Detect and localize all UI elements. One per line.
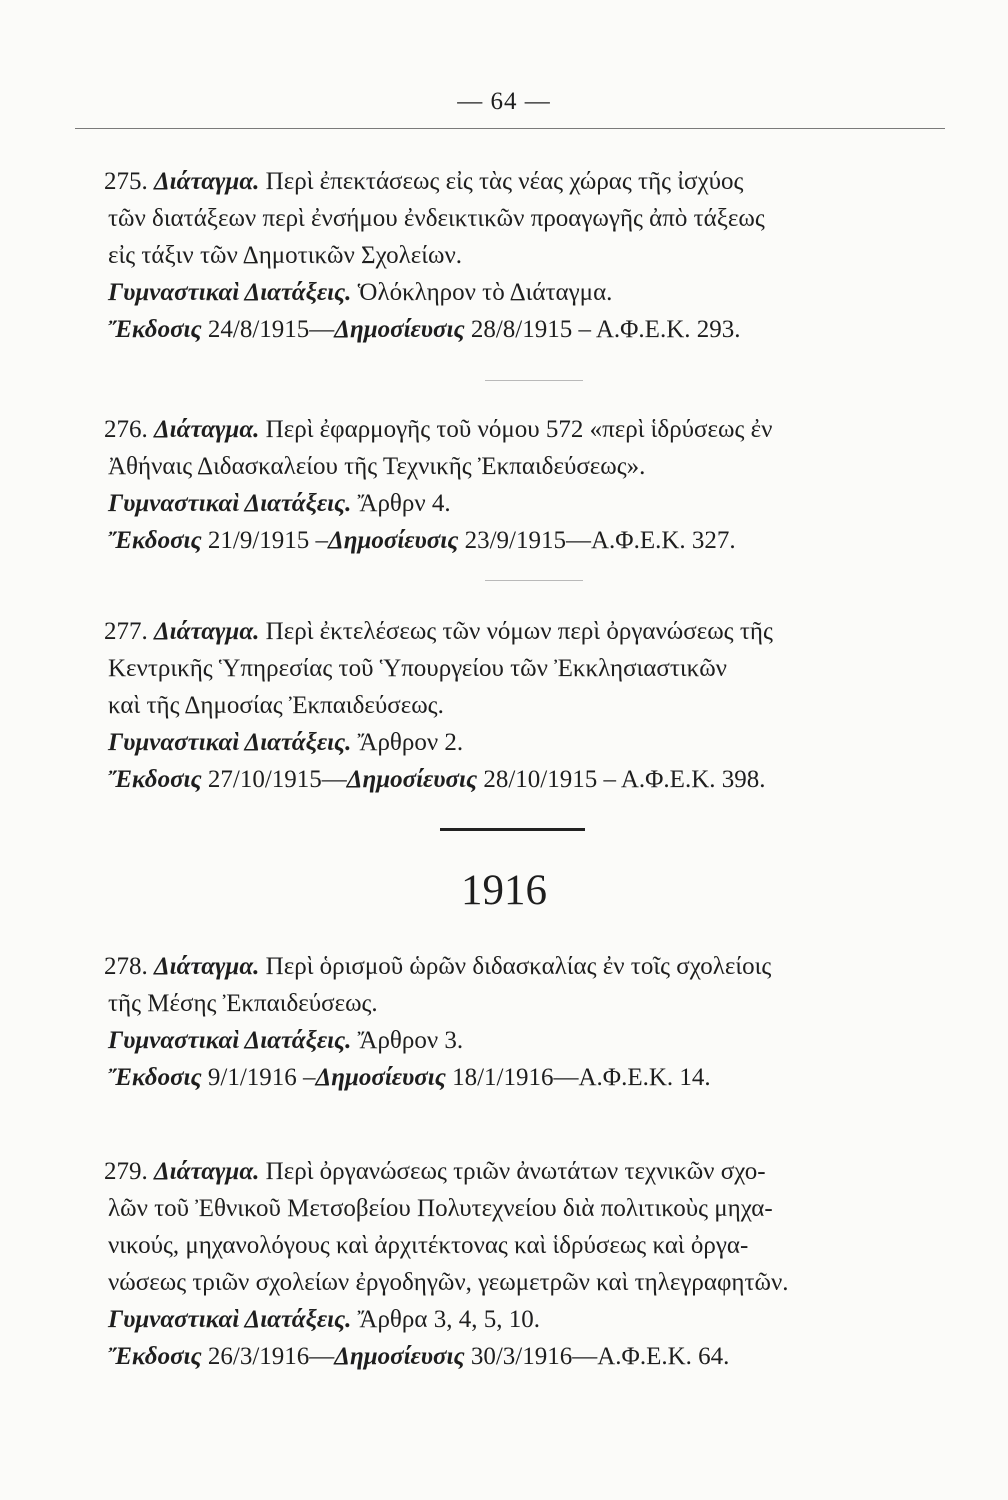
entry-text: καὶ τῆς Δημοσίας Ἐκπαιδεύσεως. [108, 692, 444, 719]
entry-line [108, 1227, 958, 1264]
entry-line [108, 485, 958, 522]
entry-line [104, 948, 958, 985]
italic-label: Δημοσίευσις [315, 1064, 446, 1091]
entry-text: Περὶ ἐφαρμογῆς τοῦ νόμου 572 «περὶ ἱδρύσεως ἐν [259, 416, 773, 443]
entry-line [104, 163, 958, 200]
entry-text: Ἄρθρα 3, 4, 5, 10. [351, 1306, 540, 1333]
entry-text: 28/8/1915 – Α.Φ.Ε.Κ. 293. [464, 316, 741, 343]
italic-label: Ἔκδοσις [108, 766, 202, 793]
italic-label: Διάταγμα. [154, 1158, 260, 1185]
entry-275 [104, 163, 958, 348]
entry-text: 30/3/1916—Α.Φ.Ε.Κ. 64. [464, 1343, 730, 1370]
page-number: — 64 — [457, 88, 551, 115]
italic-label: Γυμναστικαὶ Διατάξεις. [108, 490, 352, 517]
entry-line [108, 1264, 958, 1301]
entry-text: 26/3/1916— [201, 1343, 335, 1370]
italic-label: Ἔκδοσις [108, 1064, 202, 1091]
entry-276 [104, 411, 958, 559]
entry-line [104, 411, 958, 448]
entry-line [108, 1338, 958, 1375]
entry-text: Ἄρθρον 2. [351, 729, 464, 756]
entry-text: Περὶ ἐπεκτάσεως εἰς τὰς νέας χώρας τῆς ἰσχύος [259, 168, 744, 195]
entry-line [104, 1153, 958, 1190]
italic-label: Γυμναστικαὶ Διατάξεις. [108, 1027, 352, 1054]
italic-label: Δημοσίευσις [328, 527, 459, 554]
entry-line [108, 761, 958, 798]
italic-label: Δημοσίευσις [346, 766, 478, 793]
entry-text: 279. [104, 1158, 154, 1185]
entry-text: Κεντρικῆς Ὑπηρεσίας τοῦ Ὑπουργείου τῶν Ἐκκλησιαστικῶν [108, 655, 727, 682]
entry-text: 27/10/1915— [201, 766, 347, 793]
italic-label: Γυμναστικαὶ Διατάξεις. [108, 279, 352, 306]
italic-label: Διάταγμα. [154, 618, 260, 645]
entry-text: Περὶ ὁρισμοῦ ὡρῶν διδασκαλίας ἐν τοῖς σχολείοις [259, 953, 772, 980]
italic-label: Διάταγμα. [154, 168, 260, 195]
italic-label: Γυμναστικαὶ Διατάξεις. [108, 729, 352, 756]
entry-line [108, 650, 958, 687]
entry-text: 9/1/1916 – [201, 1064, 316, 1091]
entry-text: εἰς τάξιν τῶν Δημοτικῶν Σχολείων. [108, 242, 463, 269]
entry-text: Περὶ ὀργανώσεως τριῶν ἀνωτάτων τεχνικῶν σχο- [259, 1158, 766, 1185]
entry-line [108, 1301, 958, 1338]
entry-text: 28/10/1915 – Α.Φ.Ε.Κ. 398. [477, 766, 766, 793]
entry-text: Περὶ ἐκτελέσεως τῶν νόμων περὶ ὀργανώσεως τῆς [259, 618, 773, 645]
header-rule [75, 128, 945, 129]
entry-line [108, 687, 958, 724]
entry-line [108, 237, 958, 274]
entry-text: τῶν διατάξεων περὶ ἐνσήμου ἐνδεικτικῶν προαγωγῆς ἀπὸ τάξεως [108, 205, 765, 232]
italic-label: Ἔκδοσις [108, 527, 202, 554]
italic-label: Γυμναστικαὶ Διατάξεις. [108, 1306, 352, 1333]
entry-278 [104, 948, 958, 1096]
entry-line [108, 274, 958, 311]
entry-text: 21/9/1915 – [201, 527, 329, 554]
entry-text: νώσεως τριῶν σχολείων ἐργοδηγῶν, γεωμετρῶν καὶ τηλεγραφητῶν. [108, 1269, 789, 1296]
entry-text: 276. [104, 416, 154, 443]
entry-text: 277. [104, 618, 154, 645]
entry-text: 275. [104, 168, 154, 195]
entry-text: 24/8/1915— [201, 316, 335, 343]
italic-label: Ἔκδοσις [108, 316, 202, 343]
entry-line [108, 1059, 958, 1096]
entry-text: Ἀθήναις Διδασκαλείου τῆς Τεχνικῆς Ἐκπαιδεύσεως». [108, 453, 646, 480]
entry-text: Ἄρθρν 4. [351, 490, 451, 517]
italic-label: Διάταγμα. [154, 953, 260, 980]
entry-text: 23/9/1915—Α.Φ.Ε.Κ. 327. [458, 527, 736, 554]
entry-text: Ἄρθρον 3. [351, 1027, 464, 1054]
entry-line [108, 200, 958, 237]
entry-text: τῆς Μέσης Ἐκπαιδεύσεως. [108, 990, 378, 1017]
entry-line [104, 613, 958, 650]
entry-text: 18/1/1916—Α.Φ.Ε.Κ. 14. [445, 1064, 711, 1091]
entry-line [108, 1022, 958, 1059]
italic-label: Ἔκδοσις [108, 1343, 202, 1370]
italic-label: Διάταγμα. [154, 416, 260, 443]
entry-line [108, 522, 958, 559]
entry-line [108, 724, 958, 761]
entry-text: νικούς, μηχανολόγους καὶ ἀρχιτέκτονας καὶ ἱδρύσεως καὶ ὀργα- [108, 1232, 749, 1259]
entry-line [108, 985, 958, 1022]
entry-279 [104, 1153, 958, 1375]
entry-line [108, 311, 958, 348]
entry-text: Ὁλόκληρον τὸ Διάταγμα. [351, 279, 613, 306]
entry-line [108, 448, 958, 485]
entry-separator [485, 580, 583, 581]
italic-label: Δημοσίευσις [334, 1343, 465, 1370]
entry-text: 278. [104, 953, 154, 980]
year-rule [440, 828, 585, 831]
italic-label: Δημοσίευσις [334, 316, 465, 343]
entry-line [108, 1190, 958, 1227]
year-heading: 1916 [461, 867, 547, 914]
entry-separator [485, 380, 583, 381]
entry-277 [104, 613, 958, 798]
entry-text: λῶν τοῦ Ἐθνικοῦ Μετσοβείου Πολυτεχνείου διὰ πολιτικοὺς μηχα- [108, 1195, 773, 1222]
